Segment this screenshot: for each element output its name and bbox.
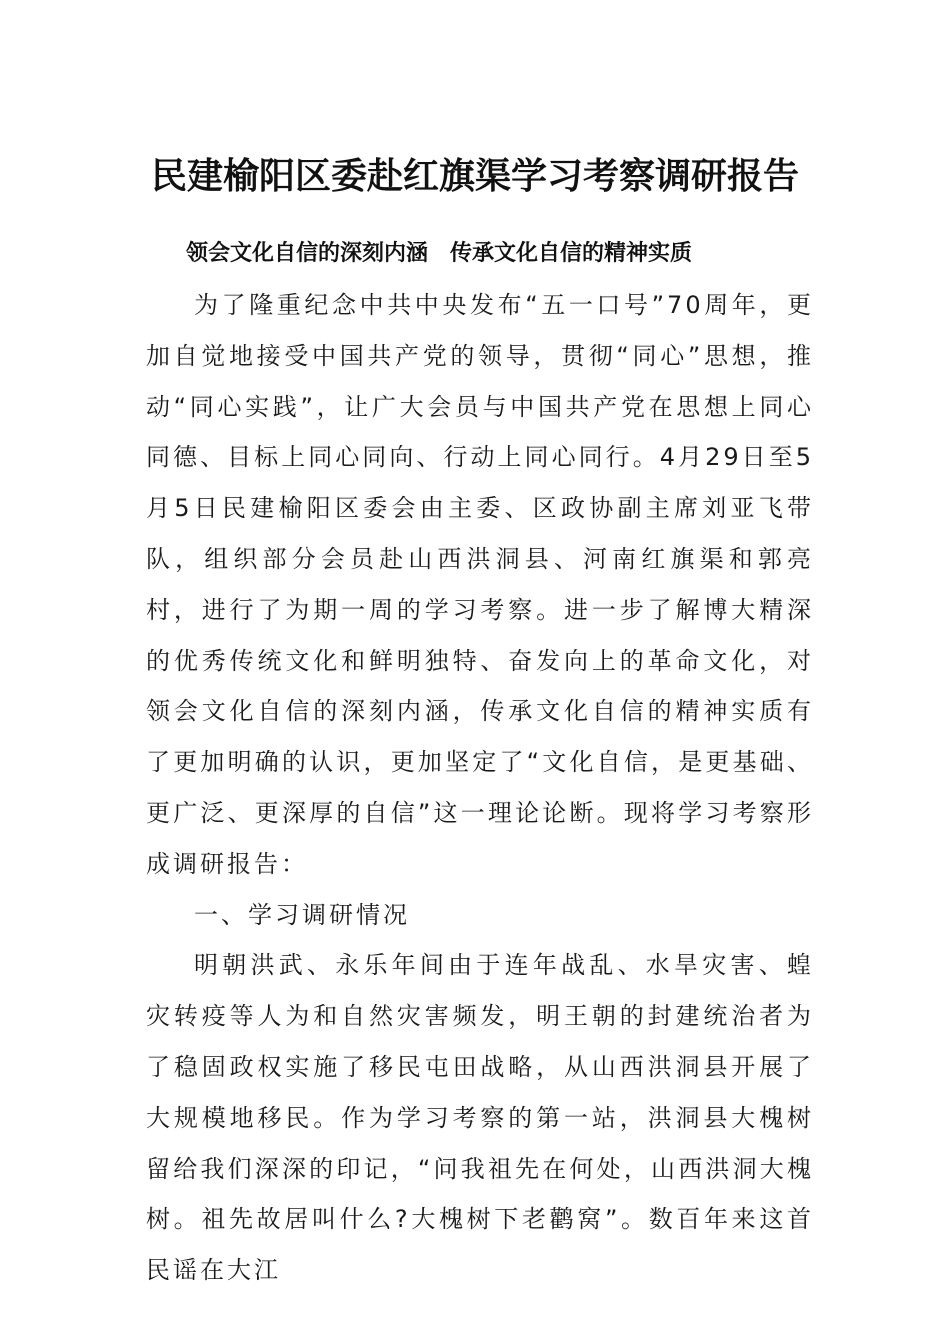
document-title: 民建榆阳区委赴红旗渠学习考察调研报告 [150,155,799,197]
body-paragraph-section-1: 明朝洪武、永乐年间由于连年战乱、水旱灾害、蝗灾转疫等人为和自然灾害频发，明王朝的封建统治者为了稳固政权实施了移民屯田战略，从山西洪洞县开展了大规模地移民。作为学习考察的第一站，洪洞县大槐树留给我们深深的印记，“问我祖先在何处，山西洪洞大槐树。祖先故居叫什么?大槐树下老鹳窝”。数百年来这首民谣在大江 [146,951,814,1285]
document-subtitle: 领会文化自信的深刻内涵 传承文化自信的精神实质 [186,241,693,266]
section-heading-1: 一、学习调研情况 [194,900,410,929]
body-paragraph-intro: 为了隆重纪念中共中央发布“五一口号”70周年，更加自觉地接受中国共产党的领导，贯彻“同心”思想，推动“同心实践”，让广大会员与中国共产党在思想上同心同德、目标上同心同向、行动上同心同行。4月29日至5月5日民建榆阳区委会由主委、区政协副主席刘亚飞带队，组织部分会员赴山西洪洞县、河南红旗渠和郭亮村，进行了为期一周的学习考察。进一步了解博大精深的优秀传统文化和鲜明独特、奋发向上的革命文化，对领会文化自信的深刻内涵，传承文化自信的精神实质有了更加明确的认识，更加坚定了“文化自信，是更基础、更广泛、更深厚的自信”这一理论论断。现将学习考察形成调研报告： [146,291,814,878]
document-body [146,280,814,1296]
